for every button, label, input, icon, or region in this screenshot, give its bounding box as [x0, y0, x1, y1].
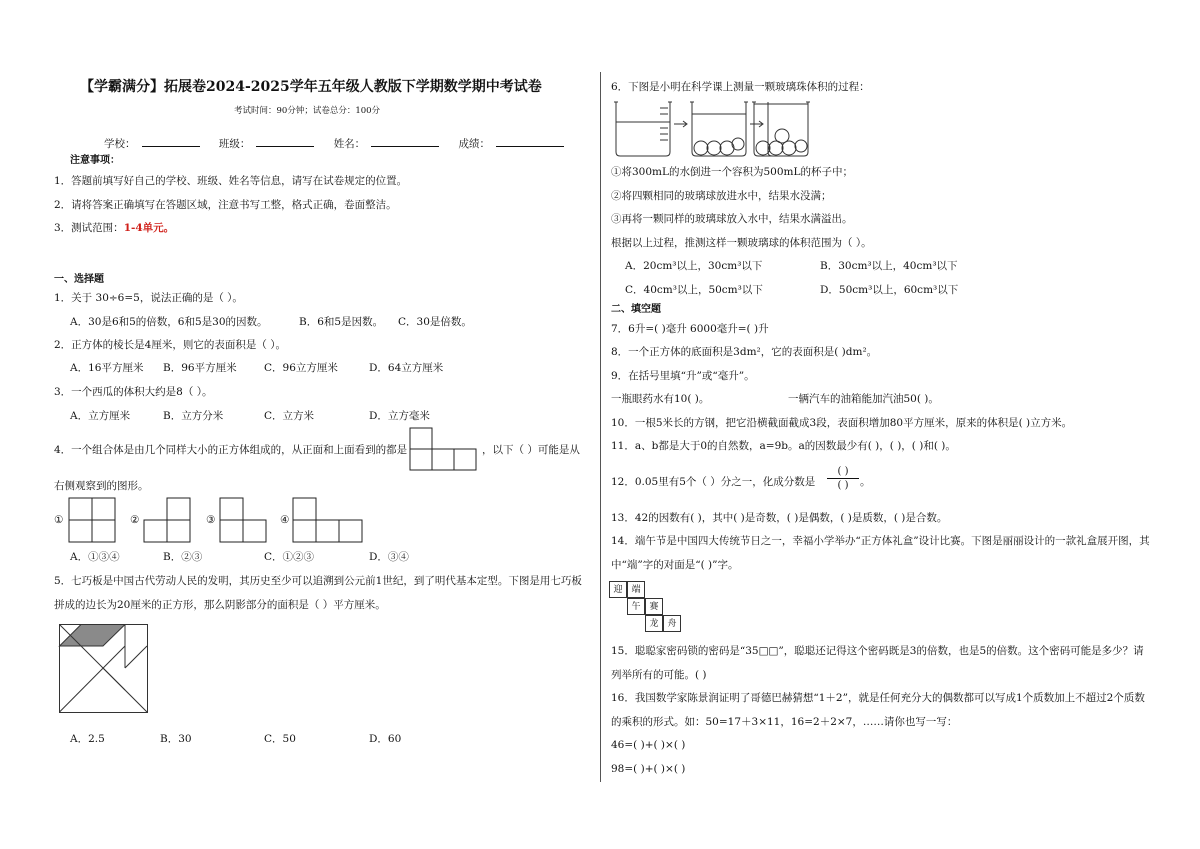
q4-figure-3	[219, 497, 269, 543]
q4-text-b: ，以下（ ）可能是从	[482, 444, 580, 456]
net-cell-wu: 午	[627, 598, 645, 615]
notice-item-1: 1．答题前填写好自己的学校、班级、姓名等信息，请写在试卷规定的位置。	[54, 175, 408, 187]
q12-text-b: 。	[860, 476, 871, 488]
q11-text: 11．a、b都是大于0的自然数，a=9b。a的因数最少有( )，( )，( )和( )。	[611, 440, 956, 452]
beaker-3-figure	[752, 100, 812, 158]
q5-option-b: B．30	[160, 733, 192, 745]
q15-text-b: 列举所有的可能。( )	[611, 669, 707, 681]
q6-ask: 根据以上过程，推测这样一颗玻璃球的体积范围为（ ）。	[611, 237, 872, 249]
q2-option-a: A．16平方厘米	[70, 362, 144, 374]
q4-label-4: ④	[280, 514, 290, 526]
exam-subtitle: 考试时间：90分钟；试卷总分：100分	[234, 106, 381, 116]
score-label: 成绩：	[458, 138, 491, 150]
q2-option-c: C．96立方厘米	[264, 362, 338, 374]
q2-option-d: D．64立方厘米	[369, 362, 444, 374]
q7-text: 7．6升=( )毫升 6000毫升=( )升	[611, 323, 769, 335]
q4-text-a: 4．一个组合体是由几个同样大小的正方体组成的，从正面和上面看到的都是	[54, 444, 408, 456]
q4-figure-1	[68, 497, 118, 543]
q6-step-2: ②将四颗相同的玻璃球放进水中，结果水没满；	[611, 190, 832, 202]
q3-option-a: A．立方厘米	[70, 410, 131, 422]
q14-text-b: 中“端”字的对面是“( )”字。	[611, 559, 739, 571]
q9-text: 9．在括号里填“升”或“毫升”。	[611, 370, 755, 382]
q6-step-3: ③再将一颗同样的玻璃球放入水中，结果水满溢出。	[611, 213, 853, 225]
notice-item-3	[54, 221, 174, 235]
q4-option-c: C．①②③	[264, 551, 315, 563]
name-field[interactable]	[371, 137, 439, 147]
q16-text-b: 的乘积的形式。如：50=17＋3×11，16=2＋2×7，……请你也写一写：	[611, 716, 958, 728]
q5-option-d: D．60	[369, 733, 402, 745]
section-choice-heading: 一、选择题	[54, 274, 104, 285]
q4-view-figure	[409, 427, 479, 471]
q4-label-2: ②	[130, 514, 140, 526]
q3-option-c: C．立方米	[264, 410, 315, 422]
notice-item-3-text: 3．测试范围：	[54, 222, 124, 234]
q3-option-b: B．立方分米	[163, 410, 224, 422]
q1-option-c: C．30是倍数。	[398, 316, 472, 328]
q8-text: 8．一个正方体的底面积是3dm²，它的表面积是( )dm²。	[611, 346, 878, 358]
q14-text-a: 14．端午节是中国四大传统节日之一，幸福小学举办“正方体礼盒”设计比赛。下图是丽丽设计的一款礼盒展开图，其	[611, 535, 1150, 547]
q12-text-a: 12．0.05里有5个（ ）分之一，化成分数是	[611, 476, 816, 488]
name-label: 姓名：	[333, 138, 366, 150]
q5-option-a: A．2.5	[70, 733, 105, 745]
net-cell-long: 龙	[645, 615, 663, 632]
q4-option-a: A．①③④	[70, 551, 120, 563]
q12-denominator: ( )	[837, 480, 849, 491]
q9-part-b: 一辆汽车的油箱能加汽油50( )。	[788, 393, 939, 405]
q15-text-a: 15．聪聪家密码锁的密码是“35□□”，聪聪还记得这个密码既是3的倍数，也是5的倍数。这个密码可能是多少？请	[611, 645, 1144, 657]
q3-option-d: D．立方毫米	[369, 410, 430, 422]
q6-step-1: ①将300mL的水倒进一个容积为500mL的杯子中；	[611, 166, 853, 178]
q4-text-c: 右侧观察到的图形。	[54, 480, 149, 492]
q16-line-98: 98=( )+( )×( )	[611, 763, 686, 775]
net-cell-sai: 赛	[645, 598, 663, 615]
q5-option-c: C．50	[264, 733, 296, 745]
q5-text-b: 拼成的边长为20厘米的正方形，那么阴影部分的面积是（ ）平方厘米。	[54, 599, 386, 611]
q4-figure-2	[143, 497, 193, 543]
section-fill-heading: 二、填空题	[611, 304, 661, 315]
q6-option-d: D．50cm³以上，60cm³以下	[820, 284, 959, 296]
net-cell-duan: 端	[627, 581, 645, 598]
q10-text: 10．一根5米长的方钢，把它沿横截面截成3段，表面积增加80平方厘米，原来的体积是( )立方米。	[611, 417, 1073, 429]
q4-option-b: B．②③	[163, 551, 203, 563]
q5-text-a: 5．七巧板是中国古代劳动人民的发明，其历史至少可以追溯到公元前1世纪，到了明代基本定型。下图是用七巧板	[54, 575, 582, 587]
student-info-row	[104, 137, 570, 151]
q6-option-b: B．30cm³以上，40cm³以下	[820, 260, 958, 272]
notice-heading: 注意事项：	[70, 155, 120, 166]
q1-option-b: B．6和5是因数。	[299, 316, 384, 328]
q6-option-c: C．40cm³以上，50cm³以下	[625, 284, 763, 296]
q1-option-a: A．30是6和5的倍数，6和5是30的因数。	[70, 316, 268, 328]
net-cell-ying: 迎	[609, 581, 627, 598]
q12-fraction-bar	[827, 478, 859, 479]
q9-part-a: 一瓶眼药水有10( )。	[611, 393, 710, 405]
q13-text: 13．42的因数有( )，其中( )是奇数，( )是偶数，( )是质数，( )是合数。	[611, 512, 948, 524]
q6-text: 6．下图是小明在科学课上测量一颗玻璃珠体积的过程：	[611, 81, 870, 93]
q16-line-46: 46=( )+( )×( )	[611, 739, 686, 751]
exam-title: 【学霸满分】拓展卷2024-2025学年五年级人教版下学期数学期中考试卷	[80, 79, 542, 95]
q4-label-1: ①	[54, 514, 64, 526]
q2-text: 2．正方体的棱长是4厘米，则它的表面积是（ ）。	[54, 339, 286, 351]
q16-text-a: 16．我国数学家陈景润证明了哥德巴赫猜想“1＋2”，就是任何充分大的偶数都可以写成1个质数加上不超过2个质数	[611, 692, 1145, 704]
q12-fraction	[827, 466, 859, 491]
q2-option-b: B．96平方厘米	[163, 362, 237, 374]
school-field[interactable]	[142, 137, 200, 147]
class-label: 班级：	[218, 138, 251, 150]
q3-text: 3．一个西瓜的体积大约是8（ ）。	[54, 386, 213, 398]
school-label: 学校：	[104, 138, 136, 150]
tangram-figure	[59, 624, 149, 714]
test-range: 1-4单元。	[123, 222, 175, 234]
net-cell-zhou: 舟	[663, 615, 681, 632]
q1-text: 1．关于 30÷6=5，说法正确的是（ ）。	[54, 292, 243, 304]
score-field[interactable]	[496, 137, 564, 147]
q4-label-3: ③	[206, 514, 216, 526]
notice-item-2: 2．请将答案正确填写在答题区域，注意书写工整，格式正确，卷面整洁。	[54, 199, 397, 211]
q4-option-d: D．③④	[369, 551, 409, 563]
q4-figure-4	[292, 497, 366, 543]
q12-numerator: ( )	[837, 466, 849, 477]
column-divider	[600, 72, 601, 782]
q6-option-a: A．20cm³以上，30cm³以下	[625, 260, 763, 272]
class-field[interactable]	[256, 137, 314, 147]
